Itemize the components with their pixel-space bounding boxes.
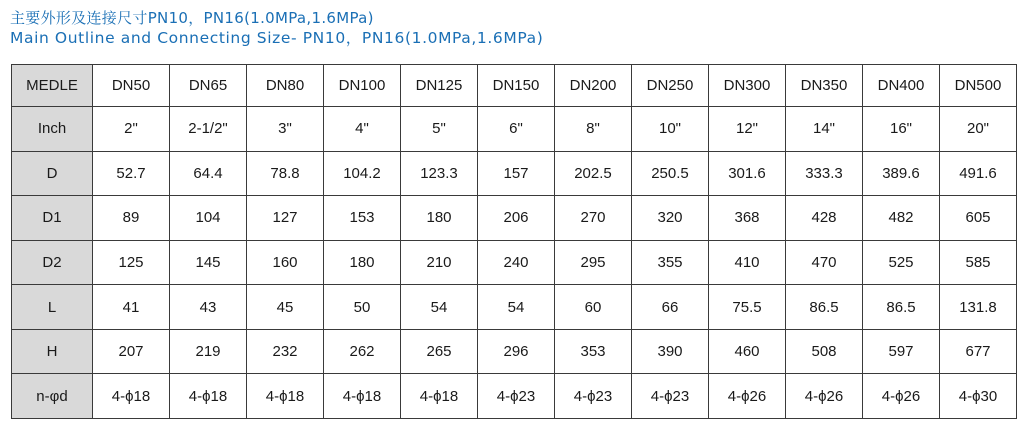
table-cell: 296 — [478, 329, 555, 374]
row-label-cell: D1 — [12, 196, 93, 241]
table-cell: 75.5 — [709, 285, 786, 330]
table-cell: 52.7 — [93, 151, 170, 196]
table-cell: 410 — [709, 240, 786, 285]
header-cell-model: MEDLE — [12, 65, 93, 107]
table-cell: 5" — [401, 107, 478, 152]
table-cell: 4-ϕ26 — [786, 374, 863, 419]
table-cell: 145 — [170, 240, 247, 285]
table-cell: 16" — [863, 107, 940, 152]
table-cell: 123.3 — [401, 151, 478, 196]
row-label-cell: D — [12, 151, 93, 196]
row-label-cell: H — [12, 329, 93, 374]
header-cell: DN300 — [709, 65, 786, 107]
table-cell: 491.6 — [940, 151, 1017, 196]
table-cell: 43 — [170, 285, 247, 330]
table-cell: 207 — [93, 329, 170, 374]
table-cell: 4-ϕ18 — [93, 374, 170, 419]
table-cell: 104.2 — [324, 151, 401, 196]
table-cell: 4-ϕ23 — [555, 374, 632, 419]
table-cell: 210 — [401, 240, 478, 285]
table-cell: 86.5 — [863, 285, 940, 330]
table-cell: 482 — [863, 196, 940, 241]
header-row — [12, 65, 1017, 107]
title-block — [10, 8, 543, 48]
row-label-cell: Inch — [12, 107, 93, 152]
row-label-cell: D2 — [12, 240, 93, 285]
table-cell: 525 — [863, 240, 940, 285]
table-cell: 180 — [401, 196, 478, 241]
table-cell: 4-ϕ18 — [401, 374, 478, 419]
header-cell: DN125 — [401, 65, 478, 107]
table-cell: 508 — [786, 329, 863, 374]
table-cell: 585 — [940, 240, 1017, 285]
table-cell: 301.6 — [709, 151, 786, 196]
table-cell: 202.5 — [555, 151, 632, 196]
table-cell: 206 — [478, 196, 555, 241]
table-cell: 4" — [324, 107, 401, 152]
table-cell: 41 — [93, 285, 170, 330]
table-cell: 2-1/2" — [170, 107, 247, 152]
table-row — [12, 151, 1017, 196]
table-cell: 153 — [324, 196, 401, 241]
table-cell: 20" — [940, 107, 1017, 152]
header-cell: DN200 — [555, 65, 632, 107]
table-cell: 54 — [478, 285, 555, 330]
dimension-table — [11, 64, 1017, 419]
table-cell: 320 — [632, 196, 709, 241]
table-cell: 333.3 — [786, 151, 863, 196]
header-cell: DN400 — [863, 65, 940, 107]
table-cell: 219 — [170, 329, 247, 374]
table-cell: 4-ϕ18 — [170, 374, 247, 419]
table-cell: 54 — [401, 285, 478, 330]
table-row — [12, 240, 1017, 285]
table-cell: 265 — [401, 329, 478, 374]
table-cell: 10" — [632, 107, 709, 152]
header-cell: DN150 — [478, 65, 555, 107]
table-cell: 64.4 — [170, 151, 247, 196]
table-cell: 2" — [93, 107, 170, 152]
table-cell: 4-ϕ18 — [247, 374, 324, 419]
table-body — [12, 107, 1017, 419]
table-row — [12, 285, 1017, 330]
header-cell: DN80 — [247, 65, 324, 107]
table-cell: 262 — [324, 329, 401, 374]
row-label-cell: L — [12, 285, 93, 330]
table-cell: 86.5 — [786, 285, 863, 330]
table-cell: 60 — [555, 285, 632, 330]
title-english: Main Outline and Connecting Size- PN10，PN16(1.0MPa,1.6MPa) — [10, 29, 544, 47]
table-cell: 270 — [555, 196, 632, 241]
header-cell: DN65 — [170, 65, 247, 107]
row-label-cell: n-φd — [12, 374, 93, 419]
table-cell: 8" — [555, 107, 632, 152]
table-cell: 389.6 — [863, 151, 940, 196]
table-cell: 240 — [478, 240, 555, 285]
table-row — [12, 107, 1017, 152]
table-cell: 157 — [478, 151, 555, 196]
table-cell: 353 — [555, 329, 632, 374]
table-cell: 125 — [93, 240, 170, 285]
table-cell: 45 — [247, 285, 324, 330]
table-row — [12, 374, 1017, 419]
table-cell: 368 — [709, 196, 786, 241]
table-cell: 677 — [940, 329, 1017, 374]
header-cell: DN50 — [93, 65, 170, 107]
table-cell: 232 — [247, 329, 324, 374]
table-cell: 6" — [478, 107, 555, 152]
table-cell: 428 — [786, 196, 863, 241]
table-row — [12, 196, 1017, 241]
table-cell: 250.5 — [632, 151, 709, 196]
table-cell: 66 — [632, 285, 709, 330]
table-cell: 160 — [247, 240, 324, 285]
table-cell: 605 — [940, 196, 1017, 241]
table-row — [12, 329, 1017, 374]
table-cell: 12" — [709, 107, 786, 152]
title-chinese: 主要外形及连接尺寸PN10，PN16(1.0MPa,1.6MPa) — [10, 9, 374, 27]
table-cell: 597 — [863, 329, 940, 374]
header-cell: DN100 — [324, 65, 401, 107]
table-cell: 4-ϕ23 — [632, 374, 709, 419]
table-cell: 4-ϕ18 — [324, 374, 401, 419]
table-cell: 4-ϕ30 — [940, 374, 1017, 419]
table-cell: 14" — [786, 107, 863, 152]
table-cell: 78.8 — [247, 151, 324, 196]
table-cell: 460 — [709, 329, 786, 374]
table-cell: 50 — [324, 285, 401, 330]
table-cell: 180 — [324, 240, 401, 285]
table-cell: 390 — [632, 329, 709, 374]
table-cell: 4-ϕ23 — [478, 374, 555, 419]
table-header — [12, 65, 1017, 107]
table-cell: 355 — [632, 240, 709, 285]
header-cell: DN350 — [786, 65, 863, 107]
table-cell: 127 — [247, 196, 324, 241]
header-cell: DN500 — [940, 65, 1017, 107]
table-cell: 470 — [786, 240, 863, 285]
table-cell: 295 — [555, 240, 632, 285]
table-cell: 89 — [93, 196, 170, 241]
table-cell: 3" — [247, 107, 324, 152]
header-cell: DN250 — [632, 65, 709, 107]
table-cell: 131.8 — [940, 285, 1017, 330]
table-cell: 104 — [170, 196, 247, 241]
table-cell: 4-ϕ26 — [709, 374, 786, 419]
table-cell: 4-ϕ26 — [863, 374, 940, 419]
